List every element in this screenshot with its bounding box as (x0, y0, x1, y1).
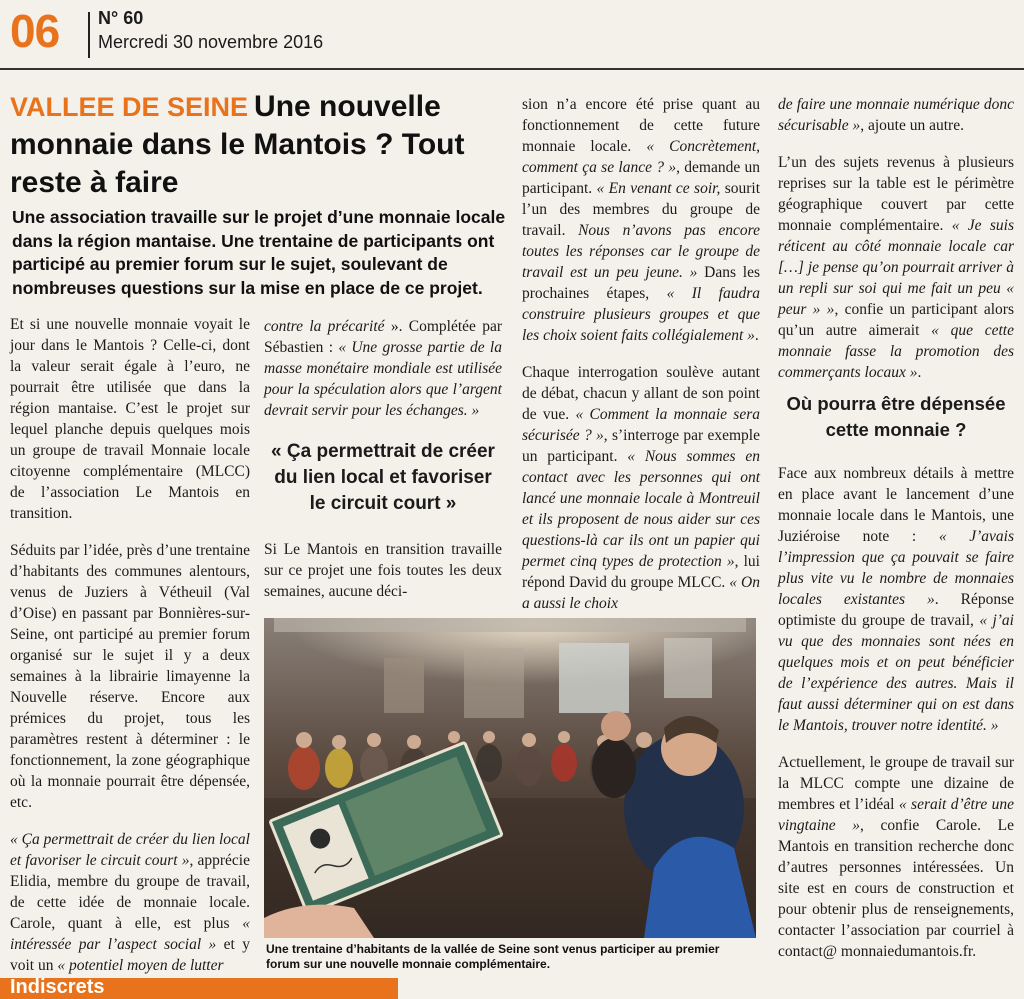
masthead (0, 0, 1024, 68)
page-number: 06 (10, 5, 60, 57)
issue-date: Mercredi 30 novembre 2016 (98, 32, 324, 52)
rubric-label: VALLEE DE SEINE (10, 92, 249, 122)
paragraph: sion n’a encore été prise quant au fonctionnement de cette future monnaie locale. « Concrètement, comment ça se lance ? », demande un participant. « En venant ce soir, sourit l’un des membres du groupe de travail. Nous n’avons pas encore toutes les réponses car le groupe de travail est un peu jeune. » Dans les prochaines étapes, « Il faudra construire plusieurs groupes et que les choix soient faits collégialement ». (522, 96, 761, 344)
paragraph: Et si une nouvelle monnaie voyait le jour dans le Mantois ? Celle-ci, dont la valeur serait égale à l’euro, ne pourrait être utilisée que dans la région mantaise. C’est le projet sur lequel planche depuis quelques mois un groupe de travail Monnaie locale citoyenne complémentaire (MLCC) de l’association Le Mantois en transition. (10, 316, 250, 522)
article-headline (10, 88, 515, 202)
headline-text: Une nouvelle monnaie dans le Mantois ? Tout reste à faire (10, 90, 465, 199)
paragraph: contre la précarité ». Complétée par Sébastien : « Une grosse partie de la masse monétaire mondiale est utilisée pour la spéculation alors que l’argent devrait servir pour les échanges. » (264, 318, 502, 419)
paragraph: Face aux nombreux détails à mettre en place avant le lancement d’une monnaie locale dans le Mantois, une Juziéroise note : « J’avais l’impression que ça pouvait se faire plus vite vu le nombre de monnaies locales existantes ». Réponse optimiste du groupe de travail, « j’ai vu que des monnaies sont nées en quelques mois et on peut bénéficier de l’expérience des autres. Mais il faut aussi déterminer qui on est dans le Mantois, trouver notre identité. » (778, 465, 1014, 734)
article-column-2 (264, 316, 502, 602)
paragraph: L’un des sujets revenus à plusieurs reprises sur la table est le périmètre géographique couvert par cette monnaie complémentaire. « Je suis réticent au côté monnaie locale car […] je pense qu’on pourrait arriver à un repli sur soi qui me fait un peu « peur » », confie un participant alors qu’un autre aimerait « que cette monnaie fasse la promotion des commerçants locaux ». (778, 154, 1014, 381)
paragraph: de faire une monnaie numérique donc sécurisable », ajoute un autre. (778, 96, 1014, 134)
paragraph: Si Le Mantois en transition travaille sur ce projet une fois toutes les deux semaines, aucune déci- (264, 541, 502, 600)
section-footer-bar (0, 978, 398, 999)
article-photo (264, 618, 756, 938)
photo-caption: Une trentaine d’habitants de la vallée de Seine sont venus participer au premier forum sur une nouvelle monnaie complémentaire. (266, 942, 720, 971)
paragraph: Actuellement, le groupe de travail sur la MLCC compte une dizaine de membres et l’idéal « serait d’être une vingtaine », confie Carole. Le Mantois en transition recherche donc d’autres personnes intéressées. Un site est en cours de construction et pour obtenir plus de renseignements, contacter l’association par courriel à contact@ monnaiedumantois.fr. (778, 754, 1015, 960)
article-lead: Une association travaille sur le projet d’une monnaie locale dans la région mantaise. Une trentaine de participants ont participé au premier forum sur le sujet, soulevant de nombreuses questions sur la mise en place de ce projet. (12, 207, 506, 298)
article-column-1 (10, 314, 250, 976)
masthead-divider (88, 12, 90, 58)
masthead-rule (0, 68, 1024, 70)
paragraph: « Ça permettrait de créer du lien local et favoriser le circuit court », apprécie Elidia, membre du groupe de travail, de cette idée de monnaie locale. Carole, quant à elle, est plus « intéressée par l’aspect social » et y voit un « potentiel moyen de lutter (10, 831, 250, 974)
section-footer-label: Indiscrets (10, 976, 105, 998)
paragraph: Séduits par l’idée, près d’une trentaine d’habitants des communes alentours, venus de Juziers à Vétheuil (Val d’Oise) en passant par Bonnières-sur-Seine, ont participé au premier forum organisé sur le sujet il y a deux semaines à la librairie limayenne la Nouvelle réserve. Encore aux prémices du projet, tous les paramètres restent à déterminer : le fonctionnement, la zone géographique où la monnaie pourrait être dépensée, etc. (10, 542, 250, 811)
paragraph: Chaque interrogation soulève autant de débat, chacun y allant de son point de vue. « Comment la monnaie sera sécurisée ? », s’interroge par exemple un participant. « Nous sommes en contact avec les personnes qui ont lancé une monnaie locale à Montreuil et ils proposent de nous aider sur ces questions-là car ils ont un papier qui permet cinq types de protection », lui répond David du groupe MLCC. « On a aussi le choix (522, 364, 760, 612)
article-column-4 (778, 94, 1014, 962)
meeting-photo-illustration (264, 618, 756, 938)
article-column-3 (522, 94, 760, 614)
issue-number: N° 60 (98, 8, 144, 28)
pull-quote: « Ça permettrait de créer du lien local et favoriser le circuit court » (271, 441, 495, 514)
section-subheading: Où pourra être dépensée cette monnaie ? (786, 393, 1006, 440)
